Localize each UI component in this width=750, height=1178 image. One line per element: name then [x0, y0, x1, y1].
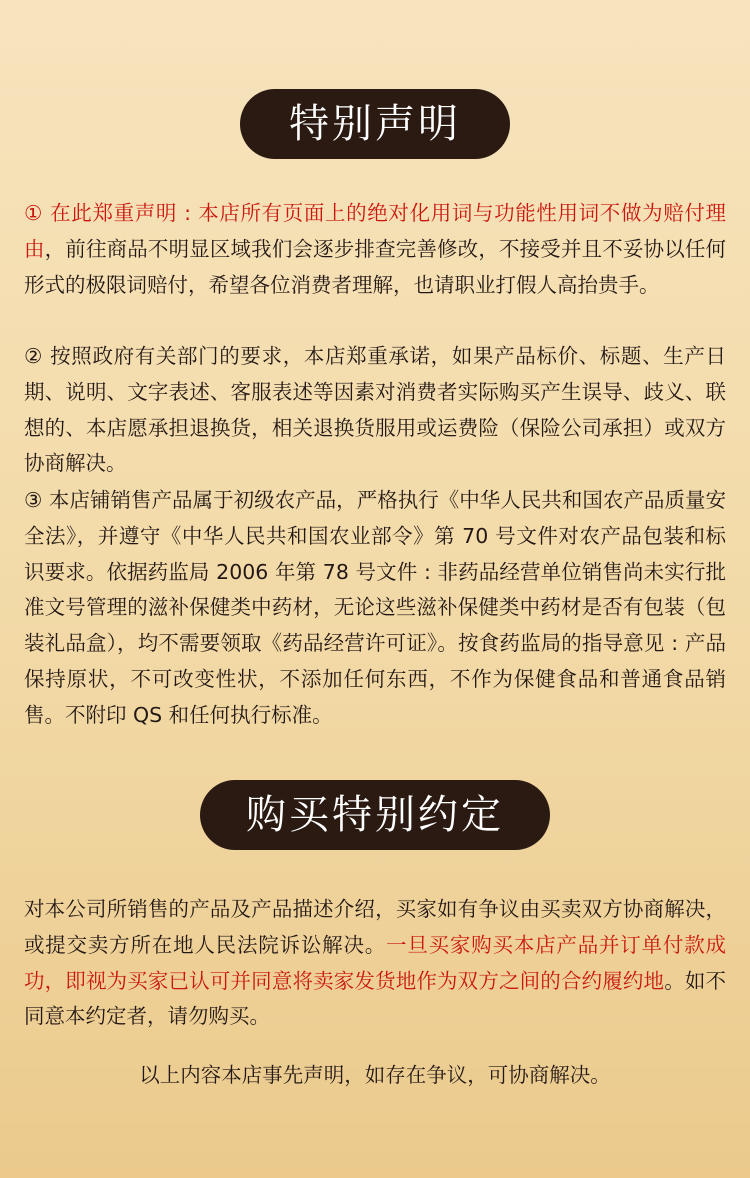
statement-item-3: ③ 本店铺销售产品属于初级农产品，严格执行《中华人民共和国农产品质量安全法》，并遵守《中华人民共和国农业部令》第 70 号文件对农产品包装和标识要求。依据药监局 2006 年第 78 号文件 : 非药品经营单位销售尚未实行批准文号管理的滋补保健类中药材，无论这些滋补保健类中药材是否有包装（包装礼品盒），均不需要领取《药品经营许可证》。按食药监局的指导意见 : 产品保持原状，不可改变性状，不添加任何东西，不作为保健食品和普通食品销售。不附印 QS 和任何执行标准。	[24, 488, 726, 727]
agreement-text-before: 对本公司所销售的产品及产品描述介绍，买家如有争议由买卖双方协商解决，或提交卖方所在地人民法院诉讼解决。	[24, 897, 726, 957]
statement-title: 特别声明	[240, 89, 510, 159]
statement-item-1	[24, 196, 726, 303]
statement-item-2: ② 按照政府有关部门的要求，本店郑重承诺，如果产品标价、标题、生产日期、说明、文字表述、客服表述等因素对消费者实际购买产生误导、歧义、联想的、本店愿承担退换货，相关退换货服用或运费险（保险公司承担）或双方协商解决。	[24, 344, 726, 476]
agreement-text-highlight: 一旦买家购买本店产品并订单付款成功，即视为买家已认可并同意将卖家发货地作为双方之间的合约履约地	[24, 932, 726, 993]
agreement-text-after: 。如不同意本约定者，请勿购买。	[24, 968, 727, 1029]
statement-item-1-highlight: ① 在此郑重声明 : 本店所有页面上的绝对化用词与功能性用词不做为赔付理由	[24, 201, 726, 261]
statement-item-1-text: ，前往商品不明显区域我们会逐步排查完善修改，不接受并且不妥协以任何形式的极限词赔付，希望各位消费者理解，也请职业打假人高抬贵手。	[24, 236, 727, 297]
closing-note: 以上内容本店事先声明，如存在争议，可协商解决。	[139, 1063, 611, 1087]
agreement-title: 购买特别约定	[200, 780, 550, 850]
agreement-text	[24, 892, 726, 1035]
